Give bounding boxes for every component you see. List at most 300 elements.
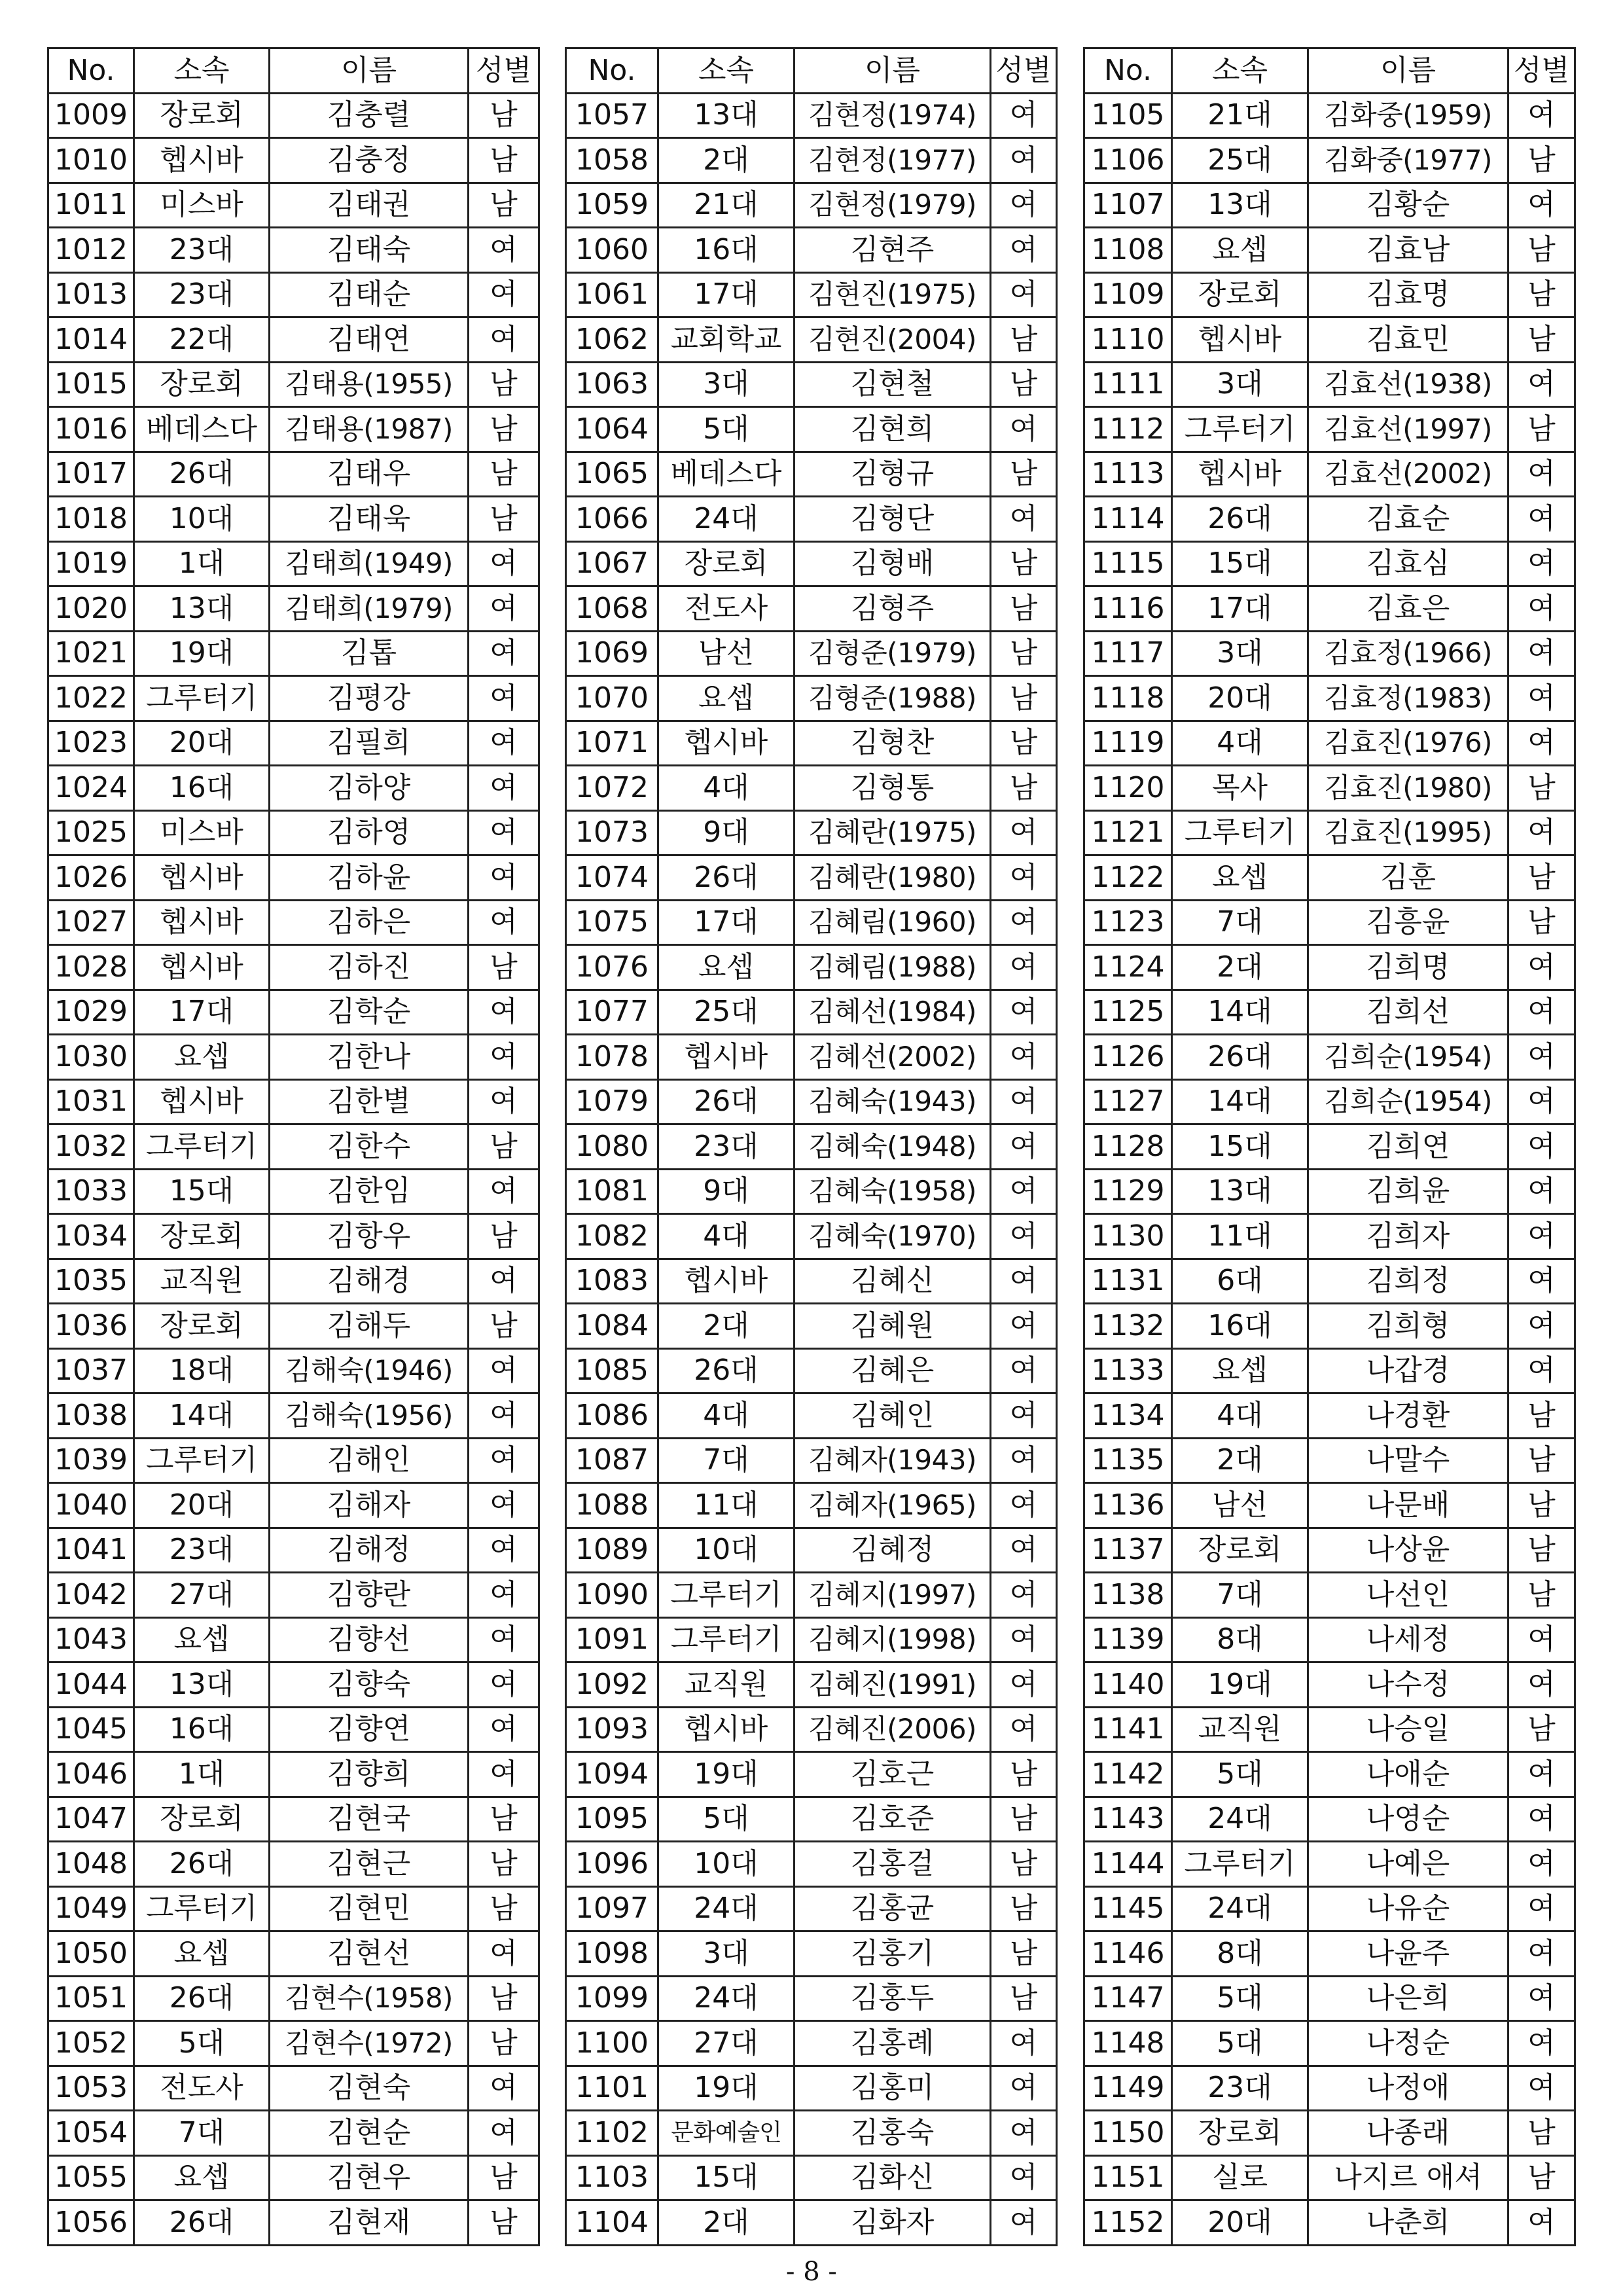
row-number: 1036: [48, 1304, 134, 1349]
table-row: [1084, 1752, 1575, 1797]
table-row: [1084, 1393, 1575, 1439]
row-affiliation: 22대: [134, 317, 270, 363]
row-affiliation: 17대: [134, 990, 270, 1035]
row-name: 김훈: [1308, 855, 1508, 901]
row-gender: 여: [991, 1348, 1057, 1393]
row-gender: 여: [469, 631, 539, 676]
table-row: [48, 1617, 539, 1662]
table-row: [48, 900, 539, 945]
row-affiliation: 헵시바: [1172, 317, 1308, 363]
header-name: 이름: [270, 48, 469, 94]
row-number: 1010: [48, 138, 134, 183]
row-affiliation: 미스바: [134, 810, 270, 855]
row-affiliation: 11대: [1172, 1214, 1308, 1259]
row-number: 1109: [1084, 272, 1172, 317]
row-affiliation: 10대: [134, 497, 270, 542]
row-gender: 남: [991, 676, 1057, 721]
table-row: [566, 1707, 1057, 1752]
row-name: 김현근: [270, 1842, 469, 1887]
row-gender: 여: [991, 990, 1057, 1035]
row-number: 1144: [1084, 1842, 1172, 1887]
table-row: [1084, 2155, 1575, 2200]
row-affiliation: 7대: [1172, 900, 1308, 945]
table-row: [48, 452, 539, 497]
row-number: 1103: [566, 2155, 658, 2200]
table-row: [48, 945, 539, 990]
row-gender: 여: [1508, 1124, 1575, 1170]
row-gender: 남: [991, 631, 1057, 676]
row-affiliation: 그루터기: [134, 1124, 270, 1170]
row-gender: 남: [991, 1752, 1057, 1797]
table-row: [566, 1886, 1057, 1931]
row-affiliation: 23대: [1172, 2066, 1308, 2111]
row-affiliation: 헵시바: [658, 721, 794, 766]
row-gender: 여: [469, 1707, 539, 1752]
table-row: [1084, 1886, 1575, 1931]
header-name: 이름: [1308, 48, 1508, 94]
row-gender: 여: [469, 541, 539, 586]
table-row: [1084, 1617, 1575, 1662]
row-affiliation: 27대: [658, 2021, 794, 2066]
row-name: 김화신: [794, 2155, 991, 2200]
row-affiliation: 4대: [658, 1214, 794, 1259]
row-affiliation: 3대: [658, 362, 794, 407]
row-number: 1055: [48, 2155, 134, 2200]
row-name: 김향선: [270, 1617, 469, 1662]
row-gender: 여: [991, 900, 1057, 945]
row-number: 1015: [48, 362, 134, 407]
row-name: 나선인: [1308, 1573, 1508, 1618]
row-name: 김한임: [270, 1169, 469, 1214]
table-row: [1084, 1348, 1575, 1393]
row-name: 김태욱: [270, 497, 469, 542]
row-affiliation: 16대: [658, 228, 794, 273]
row-name: 김혜인: [794, 1393, 991, 1439]
row-number: 1011: [48, 183, 134, 228]
row-affiliation: 26대: [134, 2200, 270, 2246]
row-affiliation: 헵시바: [658, 1259, 794, 1304]
table-row: [48, 810, 539, 855]
row-gender: 여: [1508, 810, 1575, 855]
row-number: 1124: [1084, 945, 1172, 990]
row-number: 1129: [1084, 1169, 1172, 1214]
row-name: 김현주: [794, 228, 991, 273]
row-gender: 남: [1508, 1528, 1575, 1573]
row-affiliation: 5대: [1172, 1976, 1308, 2021]
row-name: 김해숙(1946): [270, 1348, 469, 1393]
row-affiliation: 요셉: [134, 1035, 270, 1080]
row-number: 1107: [1084, 183, 1172, 228]
row-name: 김현수(1958): [270, 1976, 469, 2021]
row-gender: 남: [1508, 272, 1575, 317]
table-row: [1084, 1079, 1575, 1124]
row-gender: 여: [1508, 1348, 1575, 1393]
row-number: 1076: [566, 945, 658, 990]
table-row: [48, 631, 539, 676]
row-number: 1089: [566, 1528, 658, 1573]
table-row: [566, 452, 1057, 497]
row-name: 나종래: [1308, 2111, 1508, 2156]
table-row: [1084, 1259, 1575, 1304]
row-number: 1035: [48, 1259, 134, 1304]
table-row: [48, 1483, 539, 1528]
row-gender: 남: [469, 407, 539, 452]
row-number: 1131: [1084, 1259, 1172, 1304]
row-gender: 여: [469, 1348, 539, 1393]
row-gender: 여: [991, 1214, 1057, 1259]
table-row: [1084, 1214, 1575, 1259]
row-number: 1058: [566, 138, 658, 183]
row-affiliation: 5대: [658, 1797, 794, 1842]
table-row: [566, 945, 1057, 990]
row-name: 김형규: [794, 452, 991, 497]
row-gender: 여: [1508, 1259, 1575, 1304]
row-name: 김현정(1974): [794, 93, 991, 138]
row-number: 1142: [1084, 1752, 1172, 1797]
row-affiliation: 남선: [1172, 1483, 1308, 1528]
row-number: 1042: [48, 1573, 134, 1618]
row-name: 나춘희: [1308, 2200, 1508, 2246]
row-name: 나애순: [1308, 1752, 1508, 1797]
row-name: 김태권: [270, 183, 469, 228]
table-row: [566, 810, 1057, 855]
row-gender: 여: [991, 855, 1057, 901]
row-gender: 여: [469, 1617, 539, 1662]
table-row: [48, 1976, 539, 2021]
row-number: 1145: [1084, 1886, 1172, 1931]
row-number: 1111: [1084, 362, 1172, 407]
row-name: 김현진(2004): [794, 317, 991, 363]
row-gender: 남: [1508, 1573, 1575, 1618]
row-number: 1147: [1084, 1976, 1172, 2021]
row-name: 김혜선(1984): [794, 990, 991, 1035]
row-number: 1110: [1084, 317, 1172, 363]
row-affiliation: 장로회: [134, 1304, 270, 1349]
row-number: 1017: [48, 452, 134, 497]
roster-table-2: [565, 47, 1058, 2246]
row-gender: 여: [469, 1573, 539, 1618]
row-number: 1034: [48, 1214, 134, 1259]
table-row: [566, 586, 1057, 632]
row-number: 1064: [566, 407, 658, 452]
row-gender: 여: [469, 272, 539, 317]
row-number: 1045: [48, 1707, 134, 1752]
row-affiliation: 베데스다: [134, 407, 270, 452]
row-gender: 여: [991, 1707, 1057, 1752]
row-gender: 여: [1508, 990, 1575, 1035]
row-number: 1117: [1084, 631, 1172, 676]
table-row: [566, 2111, 1057, 2156]
row-name: 김해인: [270, 1438, 469, 1483]
row-number: 1049: [48, 1886, 134, 1931]
page-number: - 8 -: [786, 2257, 837, 2287]
row-name: 김희명: [1308, 945, 1508, 990]
row-affiliation: 4대: [658, 766, 794, 811]
row-name: 김혜지(1997): [794, 1573, 991, 1618]
table-row: [566, 497, 1057, 542]
table-row: [566, 1662, 1057, 1708]
table-row: [566, 1842, 1057, 1887]
table-row: [1084, 631, 1575, 676]
row-affiliation: 요셉: [134, 2155, 270, 2200]
row-affiliation: 21대: [1172, 93, 1308, 138]
row-affiliation: 장로회: [1172, 1528, 1308, 1573]
row-gender: 남: [469, 945, 539, 990]
row-name: 김효선(1938): [1308, 362, 1508, 407]
row-number: 1113: [1084, 452, 1172, 497]
row-number: 1100: [566, 2021, 658, 2066]
row-affiliation: 17대: [658, 272, 794, 317]
row-affiliation: 15대: [658, 2155, 794, 2200]
row-name: 김하은: [270, 900, 469, 945]
table-row: [566, 228, 1057, 273]
row-gender: 여: [991, 272, 1057, 317]
row-affiliation: 11대: [658, 1483, 794, 1528]
table-row: [48, 855, 539, 901]
row-name: 김한나: [270, 1035, 469, 1080]
row-name: 김효진(1980): [1308, 766, 1508, 811]
row-name: 김혜숙(1948): [794, 1124, 991, 1170]
row-number: 1132: [1084, 1304, 1172, 1349]
table-row: [566, 138, 1057, 183]
row-affiliation: 3대: [1172, 631, 1308, 676]
row-number: 1021: [48, 631, 134, 676]
row-affiliation: 장로회: [1172, 2111, 1308, 2156]
row-affiliation: 25대: [658, 990, 794, 1035]
row-name: 김형주: [794, 586, 991, 632]
row-number: 1087: [566, 1438, 658, 1483]
row-number: 1095: [566, 1797, 658, 1842]
row-number: 1085: [566, 1348, 658, 1393]
row-affiliation: 2대: [1172, 1438, 1308, 1483]
row-number: 1150: [1084, 2111, 1172, 2156]
row-affiliation: 18대: [134, 1348, 270, 1393]
row-gender: 여: [991, 1662, 1057, 1708]
row-name: 김필희: [270, 721, 469, 766]
row-gender: 여: [991, 2066, 1057, 2111]
row-number: 1152: [1084, 2200, 1172, 2246]
row-affiliation: 헵시바: [134, 945, 270, 990]
row-number: 1146: [1084, 1931, 1172, 1977]
table-row: [566, 1573, 1057, 1618]
table-row: [566, 272, 1057, 317]
row-number: 1039: [48, 1438, 134, 1483]
table-row: [48, 1662, 539, 1708]
row-gender: 여: [1508, 1035, 1575, 1080]
row-gender: 여: [1508, 721, 1575, 766]
table-row: [566, 721, 1057, 766]
row-affiliation: 9대: [658, 1169, 794, 1214]
row-name: 나정애: [1308, 2066, 1508, 2111]
row-affiliation: 7대: [1172, 1573, 1308, 1618]
row-affiliation: 13대: [658, 93, 794, 138]
row-gender: 여: [991, 1079, 1057, 1124]
row-name: 김효심: [1308, 541, 1508, 586]
row-affiliation: 헵시바: [1172, 452, 1308, 497]
row-number: 1084: [566, 1304, 658, 1349]
row-gender: 남: [991, 317, 1057, 363]
row-number: 1040: [48, 1483, 134, 1528]
row-gender: 여: [991, 945, 1057, 990]
row-affiliation: 6대: [1172, 1259, 1308, 1304]
row-gender: 여: [469, 766, 539, 811]
row-gender: 여: [1508, 676, 1575, 721]
row-affiliation: 장로회: [1172, 272, 1308, 317]
row-affiliation: 그루터기: [658, 1573, 794, 1618]
row-name: 김혜정: [794, 1528, 991, 1573]
row-gender: 여: [991, 2021, 1057, 2066]
row-number: 1059: [566, 183, 658, 228]
table-row: [1084, 183, 1575, 228]
table-row: [566, 1214, 1057, 1259]
row-affiliation: 헵시바: [134, 900, 270, 945]
row-name: 김화자: [794, 2200, 991, 2246]
row-name: 김현민: [270, 1886, 469, 1931]
table-row: [1084, 1797, 1575, 1842]
row-name: 김한별: [270, 1079, 469, 1124]
table-row: [48, 1438, 539, 1483]
row-name: 김현숙: [270, 2066, 469, 2111]
row-number: 1038: [48, 1393, 134, 1439]
row-affiliation: 16대: [134, 766, 270, 811]
row-gender: 남: [1508, 1707, 1575, 1752]
row-name: 김희형: [1308, 1304, 1508, 1349]
table-row: [566, 2155, 1057, 2200]
table-row: [1084, 2066, 1575, 2111]
row-number: 1149: [1084, 2066, 1172, 2111]
row-number: 1133: [1084, 1348, 1172, 1393]
row-gender: 여: [1508, 1797, 1575, 1842]
row-number: 1043: [48, 1617, 134, 1662]
table-row: [48, 1393, 539, 1439]
row-name: 나은희: [1308, 1976, 1508, 2021]
row-gender: 남: [469, 1124, 539, 1170]
row-affiliation: 3대: [658, 1931, 794, 1977]
row-name: 김톱: [270, 631, 469, 676]
row-gender: 여: [1508, 586, 1575, 632]
row-name: 김하영: [270, 810, 469, 855]
row-gender: 여: [1508, 945, 1575, 990]
row-gender: 여: [991, 407, 1057, 452]
row-name: 김홍기: [794, 1931, 991, 1977]
row-affiliation: 요셉: [134, 1617, 270, 1662]
table-row: [566, 1259, 1057, 1304]
row-name: 나세정: [1308, 1617, 1508, 1662]
row-affiliation: 20대: [134, 721, 270, 766]
table-row: [48, 317, 539, 363]
row-name: 김효진(1995): [1308, 810, 1508, 855]
row-number: 1080: [566, 1124, 658, 1170]
row-gender: 여: [469, 900, 539, 945]
row-gender: 여: [1508, 1169, 1575, 1214]
row-number: 1098: [566, 1931, 658, 1977]
row-affiliation: 17대: [1172, 586, 1308, 632]
row-gender: 여: [1508, 1752, 1575, 1797]
table-row: [566, 317, 1057, 363]
row-gender: 남: [469, 183, 539, 228]
row-name: 김해숙(1956): [270, 1393, 469, 1439]
row-gender: 여: [469, 1931, 539, 1977]
row-number: 1023: [48, 721, 134, 766]
row-gender: 남: [1508, 317, 1575, 363]
row-name: 김효정(1983): [1308, 676, 1508, 721]
table-row: [48, 183, 539, 228]
row-gender: 남: [1508, 138, 1575, 183]
row-gender: 여: [1508, 93, 1575, 138]
row-affiliation: 그루터기: [134, 1886, 270, 1931]
row-gender: 여: [991, 1438, 1057, 1483]
row-number: 1048: [48, 1842, 134, 1887]
table-row: [48, 2155, 539, 2200]
row-number: 1022: [48, 676, 134, 721]
table-row: [566, 855, 1057, 901]
row-number: 1050: [48, 1931, 134, 1977]
row-name: 김태희(1979): [270, 586, 469, 632]
row-gender: 여: [991, 138, 1057, 183]
row-gender: 여: [469, 2111, 539, 2156]
row-affiliation: 요셉: [1172, 1348, 1308, 1393]
row-gender: 남: [469, 93, 539, 138]
row-number: 1013: [48, 272, 134, 317]
row-gender: 남: [1508, 855, 1575, 901]
row-number: 1083: [566, 1259, 658, 1304]
row-number: 1020: [48, 586, 134, 632]
row-affiliation: 23대: [134, 272, 270, 317]
row-affiliation: 23대: [134, 1528, 270, 1573]
row-number: 1127: [1084, 1079, 1172, 1124]
row-affiliation: 그루터기: [1172, 810, 1308, 855]
table-row: [566, 631, 1057, 676]
roster-table-1: [47, 47, 540, 2246]
row-name: 김현진(1975): [794, 272, 991, 317]
row-affiliation: 20대: [1172, 676, 1308, 721]
table-row: [1084, 1304, 1575, 1349]
row-affiliation: 14대: [134, 1393, 270, 1439]
row-affiliation: 19대: [658, 1752, 794, 1797]
row-gender: 남: [1508, 228, 1575, 273]
row-name: 김효선(1997): [1308, 407, 1508, 452]
row-number: 1108: [1084, 228, 1172, 273]
row-gender: 여: [991, 1393, 1057, 1439]
row-name: 김혜림(1988): [794, 945, 991, 990]
row-affiliation: 그루터기: [658, 1617, 794, 1662]
row-gender: 여: [1508, 1886, 1575, 1931]
row-number: 1136: [1084, 1483, 1172, 1528]
row-name: 김호준: [794, 1797, 991, 1842]
table-row: [1084, 2021, 1575, 2066]
row-name: 김현수(1972): [270, 2021, 469, 2066]
row-gender: 남: [991, 541, 1057, 586]
table-row: [1084, 452, 1575, 497]
table-row: [566, 407, 1057, 452]
row-gender: 남: [991, 452, 1057, 497]
row-affiliation: 8대: [1172, 1931, 1308, 1977]
row-number: 1074: [566, 855, 658, 901]
table-row: [1084, 2111, 1575, 2156]
row-number: 1056: [48, 2200, 134, 2246]
table-row: [566, 676, 1057, 721]
row-affiliation: 미스바: [134, 183, 270, 228]
row-name: 김홍숙: [794, 2111, 991, 2156]
row-affiliation: 5대: [658, 407, 794, 452]
row-affiliation: 21대: [658, 183, 794, 228]
row-affiliation: 5대: [1172, 2021, 1308, 2066]
row-gender: 남: [469, 1304, 539, 1349]
table-row: [48, 407, 539, 452]
row-affiliation: 헵시바: [134, 1079, 270, 1124]
row-number: 1027: [48, 900, 134, 945]
row-affiliation: 20대: [1172, 2200, 1308, 2246]
